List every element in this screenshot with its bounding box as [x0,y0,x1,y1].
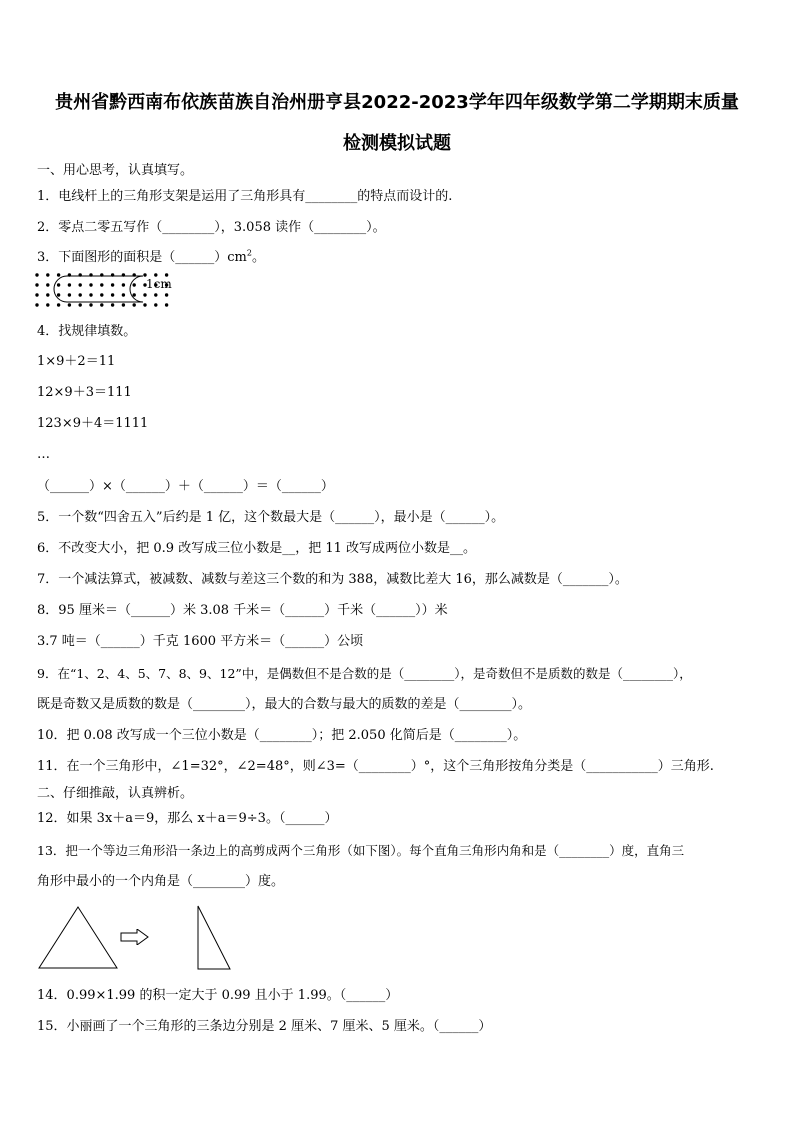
equilateral-triangle-figure [37,905,121,971]
grid-dot [89,293,92,296]
grid-dot [79,283,82,286]
grid-dot [46,303,49,306]
grid-dot [79,303,82,306]
question-11: 11．在一个三角形中，∠1=32°，∠2=48°，则∠3=（________）°，这个三角形按角分类是（___________）三角形. [37,759,714,774]
question-8-line-2: 3.7 吨＝（______）千克 1600 平方米＝（______）公顷 [37,634,364,649]
grid-dot [165,303,168,306]
document-title-line1: 贵州省黔西南布依族苗族自治州册亨县2022-2023学年四年级数学第二学期期末质量 [55,92,739,113]
arrow-icon [120,929,150,945]
question-9-line-1: 9．在“1、2、4、5、7、8、9、12”中，是偶数但不是合数的是（________），是奇数但不是质数的数是（________）， [37,666,692,681]
pattern-line-2: 12×9＋3＝111 [37,385,132,400]
pattern-ellipsis: … [37,447,50,462]
question-3 [37,250,265,266]
grid-dot [133,293,136,296]
question-8-line-1: 8．95 厘米＝（______）米 3.08 千米＝（______）千米（______））米 [37,603,448,618]
question-4: 4．找规律填数。 [37,324,137,339]
grid-dot [57,293,60,296]
grid-dot [100,293,103,296]
grid-dot [100,283,103,286]
right-triangle-figure [194,904,234,972]
pattern-line-1: 1×9＋2＝11 [37,354,116,369]
grid-dot [57,273,60,276]
question-12: 12．如果 3x＋a＝9，那么 x＋a＝9÷3。（______） [37,811,338,826]
pattern-line-3: 123×9＋4＝1111 [37,416,149,431]
grid-dot [68,303,71,306]
question-10: 10．把 0.08 改写成一个三位小数是（________）；把 2.050 化简后是（________）。 [37,728,527,743]
grid-dot [154,293,157,296]
grid-dot [122,293,125,296]
grid-dot [35,273,38,276]
grid-dot [35,283,38,286]
grid-dot [57,303,60,306]
grid-dot [143,303,146,306]
grid-dot [111,293,114,296]
question-3-end: 。 [251,250,265,265]
grid-dot [143,293,146,296]
question-3-superscript: 2 [246,248,252,258]
grid-dot [68,293,71,296]
question-1: 1．电线杆上的三角形支架是运用了三角形具有________的特点而设计的. [37,189,453,204]
question-5: 5．一个数“四舍五入”后约是 1 亿，这个数最大是（______），最小是（______）。 [37,510,505,525]
question-15: 15．小丽画了一个三角形的三条边分别是 2 厘米、7 厘米、5 厘米。（______） [37,1019,492,1034]
shape-outline [54,276,143,302]
section-2-heading: 二、仔细推敲，认真辨析。 [37,786,194,801]
document-title-line2: 检测模拟试题 [343,133,451,154]
grid-dot [165,293,168,296]
grid-dot [68,283,71,286]
scale-label: 1cm [146,277,172,291]
section-1-heading: 一、用心思考，认真填写。 [37,163,194,178]
grid-dot [35,293,38,296]
question-13-line-1: 13．把一个等边三角形沿一条边上的高剪成两个三角形（如下图）。每个直角三角形内角和是（________）度，直角三 [37,843,685,858]
grid-dot [79,293,82,296]
question-13-line-2: 角形中最小的一个内角是（________）度。 [37,874,285,889]
grid-dot [46,293,49,296]
grid-dot [46,283,49,286]
grid-dot [133,283,136,286]
question-14: 14．0.99×1.99 的积一定大于 0.99 且小于 1.99。（______） [37,988,399,1003]
grid-dot [111,303,114,306]
question-6: 6．不改变大小，把 0.9 改写成三位小数是__，把 11 改写成两位小数是__。 [37,541,477,556]
grid-dot [154,303,157,306]
question-7: 7．一个减法算式，被减数、减数与差这三个数的和为 388，减数比差大 16，那么减数是（_______）。 [37,572,628,587]
grid-dot [89,303,92,306]
grid-dot [122,303,125,306]
pattern-blank-line: （______）×（______）＋（______）＝（______） [37,479,334,494]
grid-dot [122,283,125,286]
question-2: 2．零点二零五写作（________），3.058 读作（________）。 [37,220,386,235]
grid-dot [111,283,114,286]
grid-dot [100,303,103,306]
question-9-line-2: 既是奇数又是质数的数是（________），最大的合数与最大的质数的差是（________）。 [37,697,532,712]
grid-dot [57,283,60,286]
question-3-text: 3．下面图形的面积是（______）cm [37,250,247,265]
grid-dot [89,283,92,286]
grid-dot [46,273,49,276]
grid-dot [133,303,136,306]
grid-dot [35,303,38,306]
